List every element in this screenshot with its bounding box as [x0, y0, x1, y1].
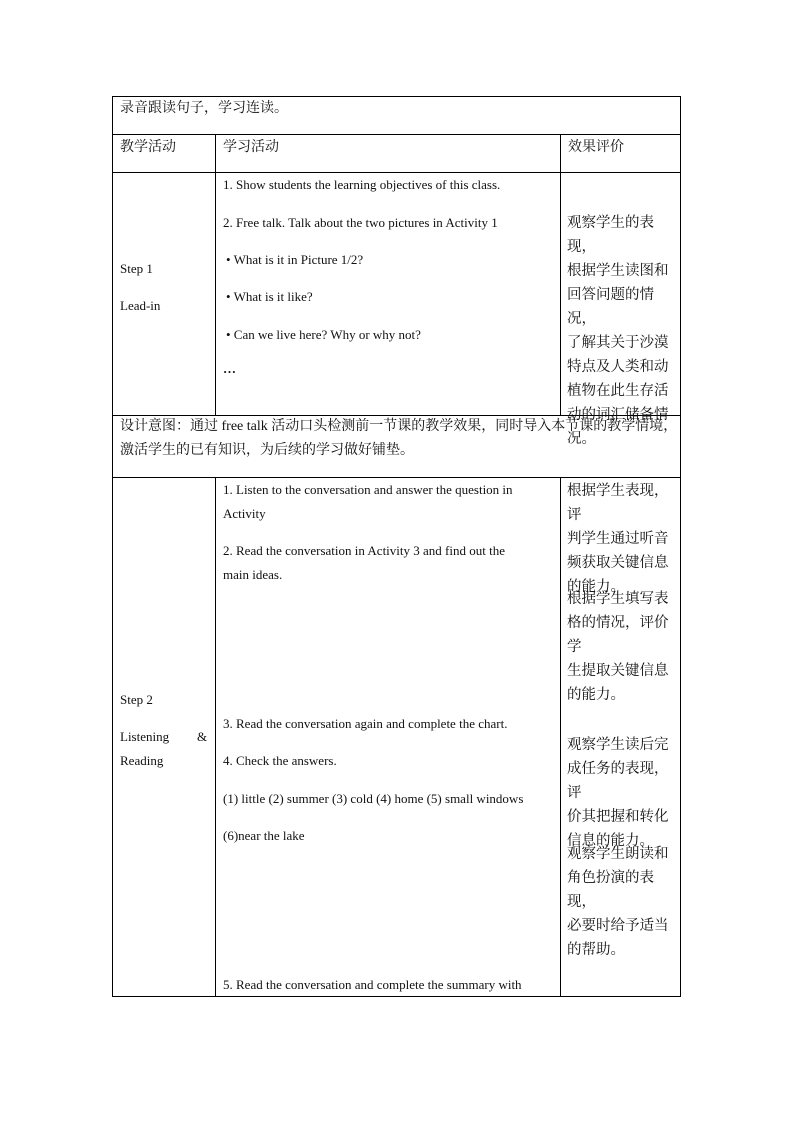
column-divider: [215, 134, 216, 415]
step2-label-ampersand: &: [197, 729, 208, 744]
step1-name: Step 1: [120, 261, 153, 276]
header-learning-activity: 学习活动: [223, 140, 279, 155]
step1-eval-line: 动的词汇储备情: [567, 407, 669, 423]
header-teaching-activity: 教学活动: [120, 140, 176, 155]
step2-eval-line: 价其把握和转化: [567, 809, 669, 825]
row-divider: [113, 172, 680, 173]
step2-activity-2: 2. Read the conversation in Activity 3 and find out the: [223, 543, 505, 558]
step2-activity-3: 3. Read the conversation again and complete the chart.: [223, 716, 508, 731]
step1-question-1: • What is it in Picture 1/2?: [226, 252, 364, 267]
step1-eval-line: 回答问题的情况，: [567, 287, 654, 327]
step2-eval-line: 观察学生朗读和: [567, 846, 669, 862]
step1-activity-2: 2. Free talk. Talk about the two pictures in Activity 1: [223, 215, 498, 230]
step2-evaluation-2: [567, 587, 679, 707]
row-divider: [113, 134, 680, 135]
step2-eval-line: 信息的能力。: [567, 833, 654, 849]
step1-eval-line: 了解其关于沙漠: [567, 335, 669, 351]
step2-activity-5: 5. Read the conversation and complete the summary with: [223, 977, 522, 992]
step2-eval-line: 根据学生表现，评: [567, 483, 669, 523]
column-divider: [560, 477, 561, 997]
design-intent-line-2: 激活学生的已有知识，为后续的学习做好铺垫。: [120, 443, 414, 458]
header-evaluation: 效果评价: [568, 140, 624, 155]
step2-eval-line: 生提取关键信息: [567, 663, 669, 679]
step2-eval-line: 成任务的表现，评: [567, 761, 669, 801]
step1-activity-1: 1. Show students the learning objectives of this class.: [223, 177, 501, 192]
intro-text: 录音跟读句子，学习连读。: [120, 101, 288, 116]
step1-question-3: • Can we live here? Why or why not?: [226, 327, 421, 342]
step2-evaluation-4: [567, 842, 679, 962]
step2-name: Step 2: [120, 692, 153, 707]
row-divider: [113, 477, 680, 478]
step1-ellipsis: …: [223, 361, 236, 376]
step2-label-reading: Reading: [120, 753, 164, 768]
step2-eval-line: 判学生通过听音: [567, 531, 669, 547]
step2-eval-line: 角色扮演的表现，: [567, 870, 654, 910]
column-divider: [560, 134, 561, 415]
step2-evaluation-3: [567, 733, 679, 853]
step2-activity-4: 4. Check the answers.: [223, 753, 337, 768]
step1-eval-line: 观察学生的表现，: [567, 215, 654, 255]
step2-eval-line: 的能力。: [567, 579, 625, 595]
step2-eval-line: 的帮助。: [567, 942, 625, 958]
step2-evaluation-1: [567, 479, 679, 599]
step2-answers-2: (6)near the lake: [223, 828, 305, 843]
step1-eval-line: 况。: [567, 431, 596, 447]
step2-activity-2-cont: main ideas.: [223, 567, 283, 582]
column-divider: [215, 477, 216, 997]
step2-eval-line: 频获取关键信息: [567, 555, 669, 571]
design-intent-line-1: 设计意图：通过 free talk 活动口头检测前一节课的教学效果，同时导入本节课的教学情境，: [120, 419, 678, 434]
step2-activity-1: 1. Listen to the conversation and answer the question in: [223, 482, 513, 497]
step1-eval-line: 植物在此生存活: [567, 383, 669, 399]
step2-eval-line: 格的情况，评价学: [567, 615, 669, 655]
step2-eval-line: 根据学生填写表: [567, 591, 669, 607]
step2-eval-line: 的能力。: [567, 687, 625, 703]
step2-eval-line: 必要时给予适当: [567, 918, 669, 934]
step1-label: Lead-in: [120, 298, 161, 313]
step1-question-2: • What is it like?: [226, 289, 313, 304]
step2-eval-line: 观察学生读后完: [567, 737, 669, 753]
step1-eval-line: 根据学生读图和: [567, 263, 669, 279]
step2-answers-1: (1) little (2) summer (3) cold (4) home (5) small windows: [223, 791, 524, 806]
step1-eval-line: 特点及人类和动: [567, 359, 669, 375]
step2-activity-1-cont: Activity: [223, 506, 266, 521]
step1-evaluation: [567, 211, 679, 451]
step2-label-listening: Listening: [120, 729, 170, 744]
